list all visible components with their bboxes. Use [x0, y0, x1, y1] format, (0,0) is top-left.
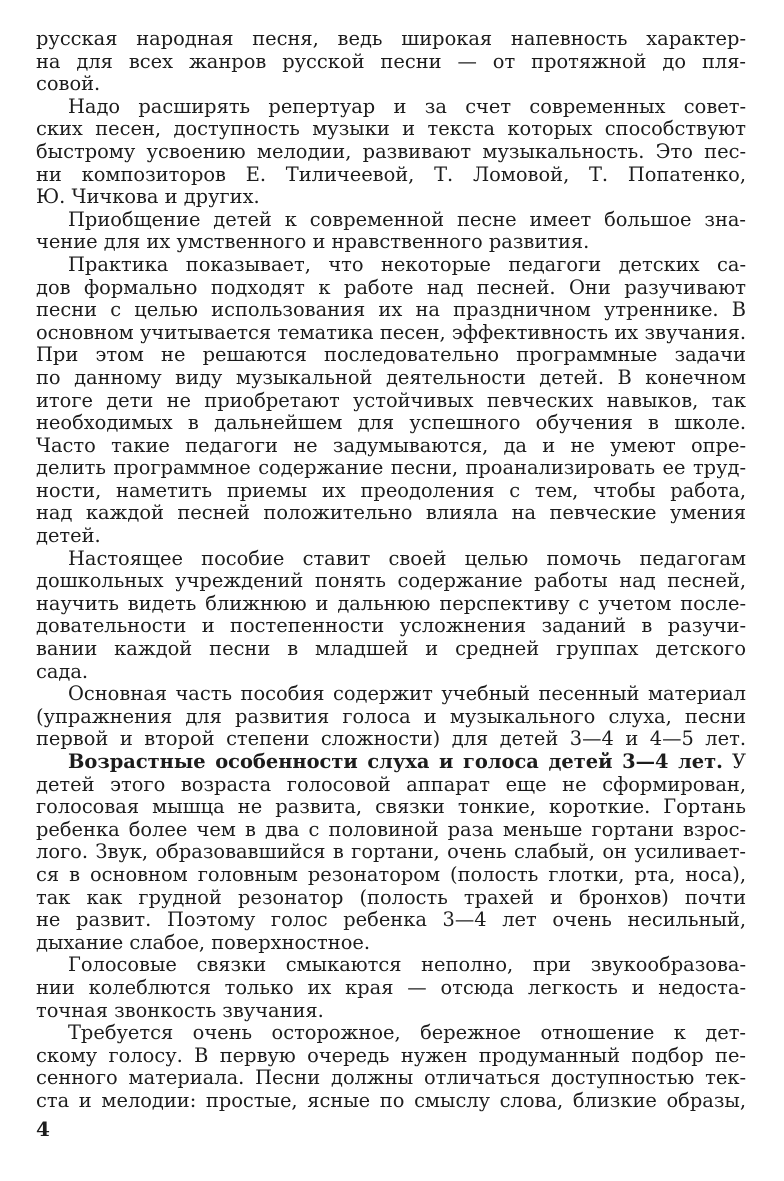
text-line: над каждой песней положительно влияла на певческие умения	[36, 502, 746, 525]
text-line: совой.	[36, 73, 101, 96]
text-line: на для всех жанров русской песни — от протяжной до пля-	[36, 50, 746, 73]
text-line: Основная часть пособия содержит учебный песенный материал	[68, 683, 746, 706]
text-line: ности, наметить приемы их преодоления с тем, чтобы работа,	[36, 479, 746, 502]
paragraph-8	[36, 954, 746, 1022]
text-line: скому голосу. В первую очередь нужен продуманный подбор пе-	[36, 1044, 746, 1067]
text-line: чение для их умственного и нравственного развития.	[36, 231, 590, 254]
text-line: сенного материала. Песни должны отличаться доступностью тек-	[36, 1067, 746, 1090]
text-line: делить программное содержание песни, проанализировать ее труд-	[36, 457, 746, 480]
page-number: 4	[36, 1117, 50, 1141]
text-line: русская народная песня, ведь широкая напевность характер-	[36, 28, 746, 50]
text-line: необходимых в дальнейшем для успешного обучения в школе.	[36, 412, 746, 435]
text-line: ся в основном головным резонатором (полость глотки, рта, носа),	[36, 863, 746, 886]
section-heading: Возрастные особенности слуха и голоса детей 3—4 лет.	[68, 751, 723, 773]
text-line: научить видеть ближнюю и дальнюю перспективу с учетом после-	[36, 592, 746, 615]
text-line: ских песен, доступность музыки и текста которых способствуют	[36, 118, 746, 141]
text-line: по данному виду музыкальной деятельности детей. В конечном	[36, 366, 746, 389]
paragraph-6	[36, 683, 746, 751]
text-line: Голосовые связки смыкаются неполно, при звукообразова-	[68, 954, 746, 977]
text-line: ребенка более чем в два с половиной раза меньше гортани взрос-	[36, 818, 746, 841]
paragraph-7	[36, 751, 746, 954]
heading-line	[36, 751, 746, 774]
text-line: быстрому усвоению мелодии, развивают музыкальность. Это пес-	[36, 140, 746, 163]
text-line: песни с целью использования их на праздничном утреннике. В	[36, 299, 746, 322]
paragraph-1	[36, 28, 746, 96]
text-line: довательности и постепенности усложнения заданий в разучи-	[36, 615, 746, 638]
text-line: дошкольных учреждений понять содержание работы над песней,	[36, 570, 746, 593]
text-line: детей этого возраста голосовой аппарат еще не сформирован,	[36, 773, 746, 796]
text-line: детей.	[36, 525, 101, 548]
text-line: так как грудной резонатор (полость трахей и бронхов) почти	[36, 886, 746, 909]
text-line: точная звонкость звучания.	[36, 999, 324, 1022]
heading-line-tail: У	[731, 751, 746, 773]
text-line: итоге дети не приобретают устойчивых певческих навыков, так	[36, 389, 746, 412]
page-body	[36, 28, 746, 1113]
paragraph-9	[36, 1022, 746, 1112]
text-line: Ю. Чичкова и других.	[36, 186, 260, 209]
paragraph-2	[36, 96, 746, 209]
text-line: Настоящее пособие ставит своей целью помочь педагогам	[68, 547, 746, 570]
text-line: (упражнения для развития голоса и музыкального слуха, песни	[36, 705, 746, 728]
text-line: Надо расширять репертуар и за счет современных совет-	[68, 95, 746, 118]
text-line: Требуется очень осторожное, бережное отношение к дет-	[68, 1022, 746, 1045]
text-line: нии колеблются только их края — отсюда легкость и недоста-	[36, 976, 746, 999]
text-line: основном учитывается тематика песен, эффективность их звучания.	[36, 321, 746, 344]
text-line: не развит. Поэтому голос ребенка 3—4 лет очень несильный,	[36, 909, 746, 932]
text-line: При этом не решаются последовательно программные задачи	[36, 344, 746, 367]
paragraph-4	[36, 254, 746, 548]
text-line: лого. Звук, образовавшийся в гортани, очень слабый, он усиливает-	[36, 841, 746, 864]
text-line: первой и второй степени сложности) для детей 3—4 и 4—5 лет.	[36, 728, 746, 751]
text-line: Часто такие педагоги не задумываются, да и не умеют опре-	[36, 434, 746, 457]
text-line: ста и мелодии: простые, ясные по смыслу слова, близкие образы,	[36, 1089, 746, 1112]
text-line: Практика показывает, что некоторые педагоги детских са-	[68, 253, 746, 276]
text-line: Приобщение детей к современной песне имеет большое зна-	[68, 208, 746, 231]
text-line: голосовая мышца не развита, связки тонкие, короткие. Гортань	[36, 796, 746, 819]
text-line: дыхание слабое, поверхностное.	[36, 931, 371, 954]
text-line: дов формально подходят к работе над песней. Они разучивают	[36, 276, 746, 299]
text-line: сада.	[36, 660, 89, 683]
text-line: ни композиторов Е. Тиличеевой, Т. Ломовой, Т. Попатенко,	[36, 163, 746, 186]
text-line: вании каждой песни в младшей и средней группах детского	[36, 638, 746, 661]
paragraph-5	[36, 548, 746, 684]
paragraph-3	[36, 209, 746, 254]
